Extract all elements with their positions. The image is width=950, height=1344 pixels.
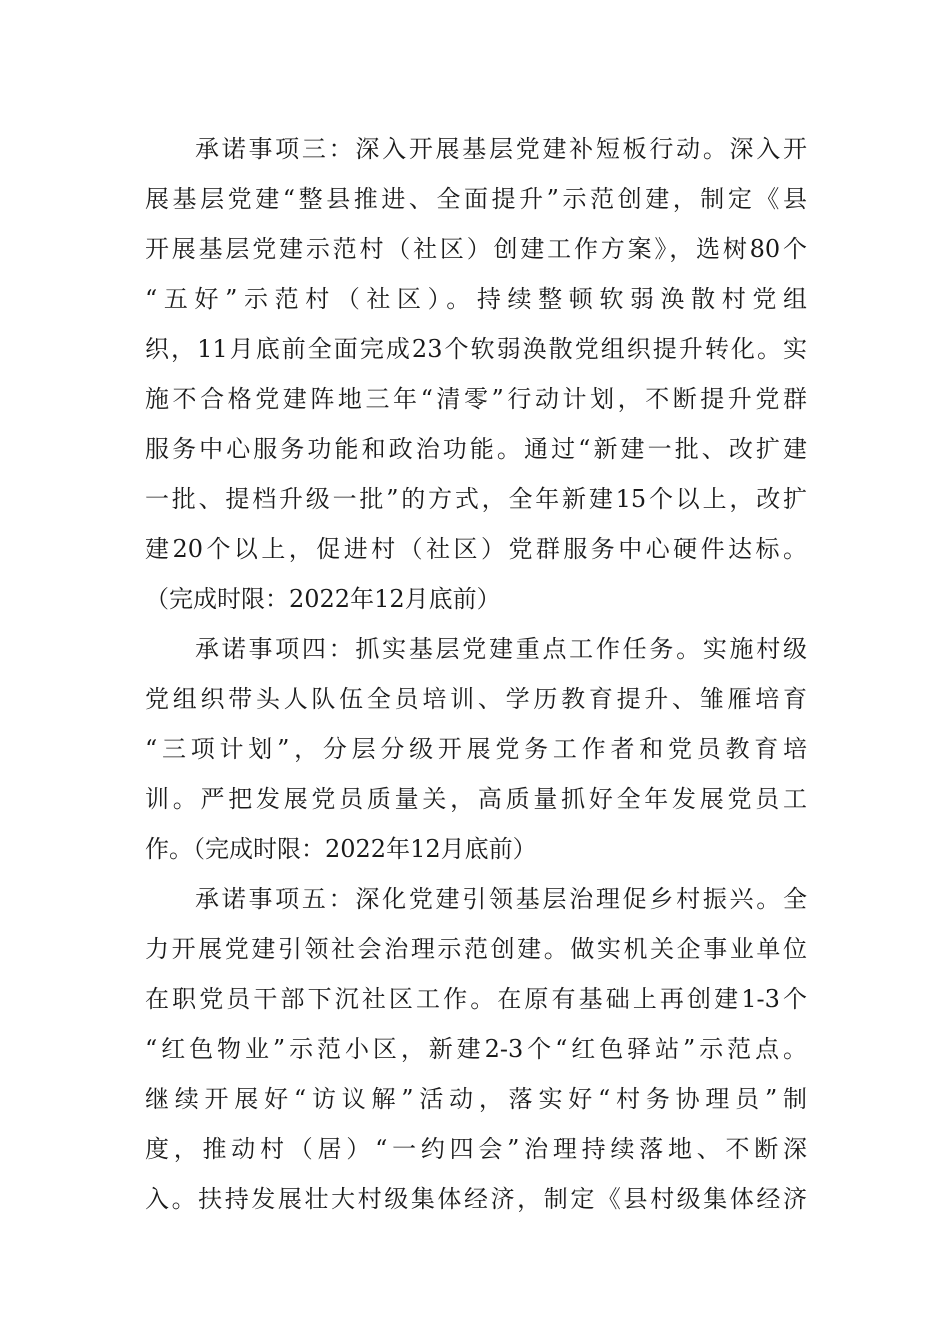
text-line: 在职党员干部下沉社区工作。在原有基础上再创建1-3个 [145,985,807,1013]
text-line: “红色物业”示范小区，新建2-3个“红色驿站”示范点。 [145,1035,807,1063]
text-line: “三项计划”，分层分级开展党务工作者和党员教育培 [145,735,807,763]
text-line: 承诺事项四：抓实基层党建重点工作任务。实施村级 [195,635,807,663]
text-line: 入。扶持发展壮大村级集体经济，制定《县村级集体经济 [145,1185,807,1213]
text-line: 度，推动村（居）“一约四会”治理持续落地、不断深 [145,1135,807,1163]
text-line: 党组织带头人队伍全员培训、学历教育提升、雏雁培育 [145,685,807,713]
text-line: 施不合格党建阵地三年“清零”行动计划，不断提升党群 [145,385,807,413]
text-line: 开展基层党建示范村（社区）创建工作方案》，选树80个 [145,235,807,263]
text-line: （完成时限：2022年12月底前） [145,585,501,613]
text-line: 建20个以上，促进村（社区）党群服务中心硬件达标。 [145,535,807,563]
text-line: 服务中心服务功能和政治功能。通过“新建一批、改扩建 [145,435,807,463]
text-line: 一批、提档升级一批”的方式，全年新建15个以上，改扩 [145,485,807,513]
text-line: “五好”示范村（社区）。持续整顿软弱涣散村党组 [145,285,807,313]
text-line: 作。（完成时限：2022年12月底前） [145,835,537,863]
text-line: 展基层党建“整县推进、全面提升”示范创建，制定《县 [145,185,807,213]
text-line: 织，11月底前全面完成23个软弱涣散党组织提升转化。实 [145,335,807,363]
text-line: 承诺事项五：深化党建引领基层治理促乡村振兴。全 [195,885,807,913]
text-line: 继续开展好“访议解”活动，落实好“村务协理员”制 [145,1085,807,1113]
text-line: 力开展党建引领社会治理示范创建。做实机关企事业单位 [145,935,807,963]
text-line: 承诺事项三：深入开展基层党建补短板行动。深入开 [195,135,807,163]
text-line: 训。严把发展党员质量关，高质量抓好全年发展党员工 [145,785,807,813]
